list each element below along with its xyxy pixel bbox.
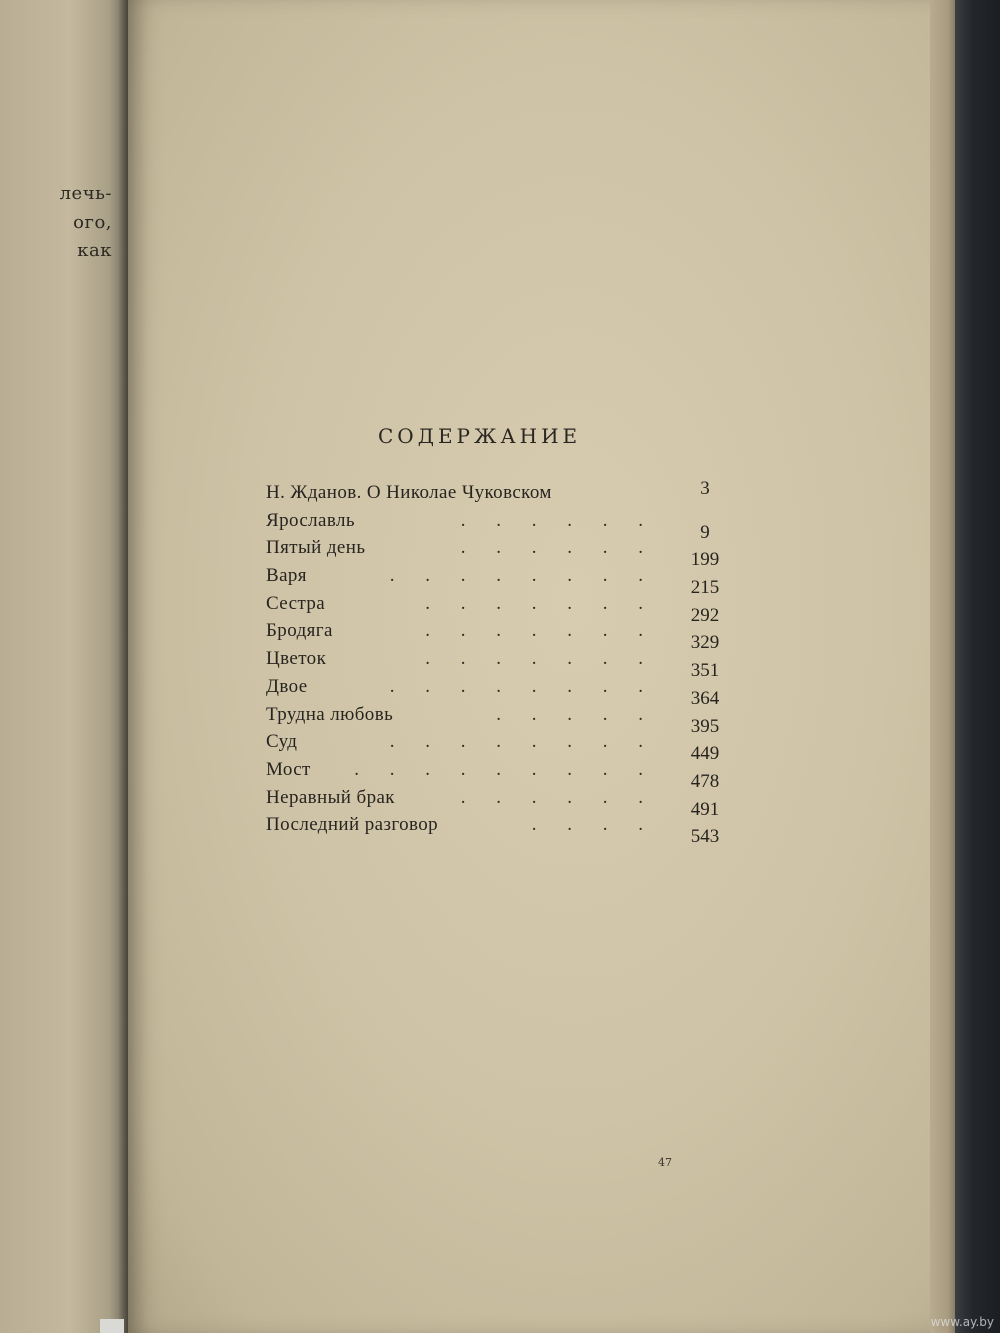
toc-entry-leader: . . . . . . xyxy=(460,509,656,531)
toc-entry-leader: . . . . . . . . xyxy=(389,731,656,753)
toc-entry-title: Мост xyxy=(266,758,311,780)
toc-entry-page: 543 xyxy=(690,826,720,848)
toc-entry xyxy=(266,509,736,543)
toc-entry-title: Суд xyxy=(266,731,298,753)
toc-entry-title: Последний разговор xyxy=(266,814,439,836)
toc-entry-leader: . . . . . . . xyxy=(425,620,656,642)
toc-entry-page: 215 xyxy=(690,577,720,599)
toc-entry-title: Сестра xyxy=(266,592,326,614)
toc-entry-leader: . . . . . . . . xyxy=(389,675,656,697)
corner-tag xyxy=(100,1319,124,1333)
left-page-fragment: как xyxy=(77,240,112,261)
toc-entry xyxy=(266,814,736,848)
toc-entry xyxy=(266,537,736,571)
toc-entry-title: Цветок xyxy=(266,648,327,670)
table-of-contents xyxy=(266,478,736,848)
toc-entry-title: Пятый день xyxy=(266,537,366,559)
toc-entry-title: Неравный брак xyxy=(266,786,395,808)
toc-entry-leader: . . . . . . xyxy=(460,786,656,808)
toc-entry-leader: . . . . . xyxy=(496,703,656,725)
toc-entry-leader: . . . . . . . xyxy=(425,592,656,614)
toc-entry-page: 292 xyxy=(690,604,720,626)
toc-entry-title: Трудна любовь xyxy=(266,703,394,725)
toc-entry xyxy=(266,592,736,626)
toc-entry-page: 449 xyxy=(690,743,720,765)
toc-entry xyxy=(266,565,736,599)
contents-heading: СОДЕРЖАНИЕ xyxy=(378,424,582,448)
toc-entry-page: 3 xyxy=(700,478,710,499)
toc-entry-leader: . . . . . . xyxy=(460,537,656,559)
toc-entry-page: 351 xyxy=(690,660,720,682)
toc-entry-page: 329 xyxy=(690,632,720,654)
watermark: www.ay.by xyxy=(930,1315,994,1329)
toc-entry xyxy=(266,620,736,654)
book-cover-edge xyxy=(955,0,1000,1333)
toc-entry-leader: . . . . . . . . . xyxy=(354,758,656,780)
toc-entry xyxy=(266,703,736,737)
toc-entry xyxy=(266,758,736,792)
left-page-fragment: лечь- xyxy=(59,183,112,204)
toc-entry-leader: . . . . xyxy=(531,814,656,836)
toc-entry xyxy=(266,648,736,682)
toc-entry-title: Ярославль xyxy=(266,509,355,531)
toc-entry xyxy=(266,786,736,820)
toc-entry-title: Бродяга xyxy=(266,620,333,642)
toc-entry-page: 395 xyxy=(690,715,720,737)
toc-entry-leader: . . . . . . . . xyxy=(389,565,656,587)
toc-entry-page: 199 xyxy=(690,549,720,571)
toc-entry-page: 491 xyxy=(690,798,720,820)
toc-entry-title: Двое xyxy=(266,675,308,697)
page-mark: 47 xyxy=(658,1156,672,1169)
toc-entry-title: Варя xyxy=(266,565,307,587)
left-page-fragment: ого, xyxy=(73,212,112,233)
left-page xyxy=(0,0,128,1333)
toc-entry-page: 478 xyxy=(690,770,720,792)
toc-entry xyxy=(266,478,736,510)
toc-entry-page: 364 xyxy=(690,687,720,709)
toc-entry-page: 9 xyxy=(700,521,710,543)
toc-entry-title: Н. Жданов. О Николае Чуковском xyxy=(266,482,552,503)
toc-entry xyxy=(266,675,736,709)
toc-entry-leader: . . . . . . . xyxy=(425,648,656,670)
toc-entry xyxy=(266,731,736,765)
